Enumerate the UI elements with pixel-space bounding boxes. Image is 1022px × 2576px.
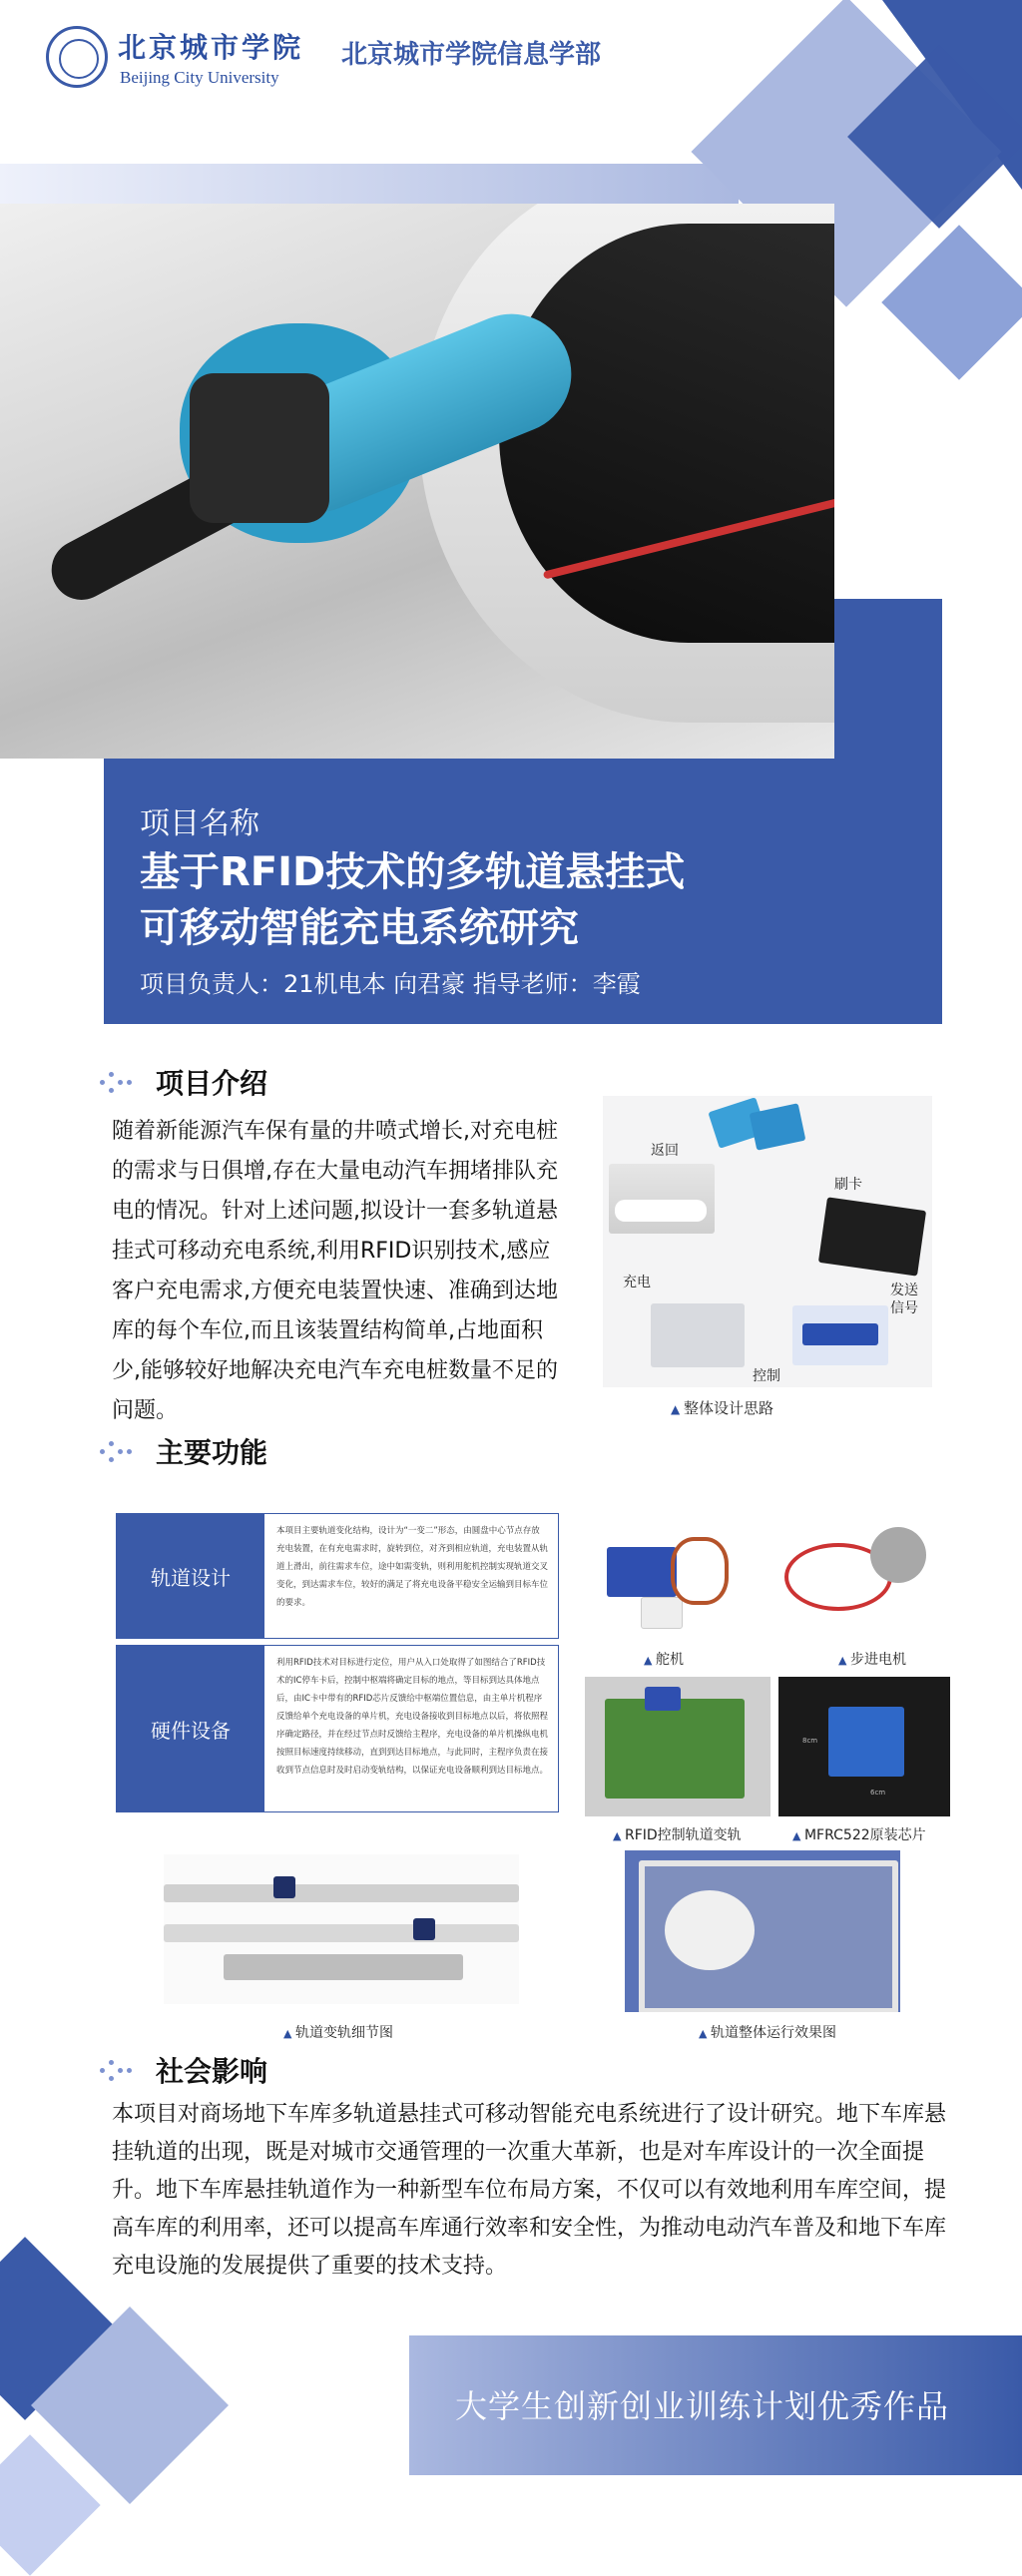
features-heading: 主要功能: [156, 1436, 268, 1469]
feature-desc: 本项目主要轨道变化结构，设计为“一变二”形态，由圆盘中心节点存放 充电装置，在有充电需求时，旋转到位，对齐到相应轨道，充电装置从轨道上滑出，前往需求车位，途中如需变轨，则利用舵机控制实现轨道交叉变化，到达需求车位，较好的满足了将充电设备平稳安全运输到目标车位的要求。: [276, 1526, 549, 1608]
dots-bullet-icon: [100, 1068, 134, 1098]
social-heading: 社会影响: [156, 2055, 268, 2088]
label-control: 控制: [753, 1368, 780, 1384]
dimension-height: 8cm: [802, 1737, 818, 1745]
mcu-board: [792, 1305, 888, 1365]
intro-text: 随着新能源汽车保有量的井喷式增长,对充电桩的需求与日俱增,存在大量电动汽车拥堵排队充电的情况。针对上述问题,拟设计一套多轨道悬挂式可移动充电系统,利用RFID识别技术,感应客户充电需求,方便充电装置快速、准确到达地库的每个车位,而且该装置结构简单,占地面积少,能够较好地解决充电汽车充电桩数量不足的问题。: [112, 1119, 558, 1423]
dots-bullet-icon: [100, 1437, 134, 1467]
title-line-2: 可移动智能充电系统研究: [140, 905, 579, 951]
dots-bullet-icon: [100, 2056, 134, 2086]
department-name: 北京城市学院信息学部: [341, 40, 602, 70]
plug-head: [190, 373, 329, 523]
project-title: [140, 844, 918, 956]
project-label: 项目名称: [140, 806, 259, 841]
dimension-width: 6cm: [870, 1789, 886, 1797]
label-swipe: 刷卡: [834, 1177, 862, 1193]
university-seal-icon: [46, 26, 108, 88]
project-lead: 项目负责人：21机电本 向君豪 指导老师：李霞: [140, 970, 641, 998]
rfid-track-image: [585, 1677, 770, 1816]
stepper-image: [774, 1507, 950, 1643]
footer-text: 大学生创新创业训练计划优秀作品: [455, 2387, 950, 2425]
title-accent: [834, 599, 942, 759]
charger-photo: [651, 1303, 745, 1367]
gradient-bar: [0, 164, 739, 204]
social-text: 本项目对商场地下车库多轨道悬挂式可移动智能充电系统进行了设计研究。地下车库悬挂轨道的出现，既是对城市交通管理的一次重大革新，也是对车库设计的一次全面提升。地下车库悬挂轨道作为一种新型车位布局方案，不仅可以有效地利用车库空间，提高车库的利用率，还可以提高车库通行效率和安全性，为推动电动汽车普及和地下车库充电设施的发展提供了重要的技术支持。: [112, 2102, 947, 2279]
feature-row: [116, 1645, 559, 1812]
caption-mfrc522: ▲ MFRC522原装芯片: [792, 1824, 926, 1844]
design-flow-figure: [603, 1096, 932, 1387]
caption-servo: ▲ 舵机: [644, 1649, 684, 1669]
label-charge: 充电: [623, 1275, 651, 1290]
figure-caption: ▲ 整体设计思路: [671, 1397, 773, 1418]
feature-title: 硬件设备: [117, 1646, 264, 1811]
rfid-reader: [818, 1197, 926, 1276]
mfrc522-image: [778, 1677, 950, 1816]
logo-chinese: 北京城市学院: [118, 31, 304, 64]
label-send: 发送 信号: [890, 1283, 918, 1316]
caption-track-detail: ▲ 轨道变轨细节图: [283, 2022, 393, 2042]
feature-desc: 利用RFID技术对目标进行定位，用户从入口处取得了如图结合了RFID技术的IC停车卡后，控制中枢端将确定目标的地点，等目标到达具体地点后，由IC卡中带有的RFID芯片反馈给中枢端位置信息，由主单片机程序反馈给单个充电设备的单片机，充电设备接收到目标地点以后，将依照程序确定路径，并在经过节点时反馈给主程序，充电设备的单片机操纵电机按照目标速度持续移动，直到到达目标地点，与此同时，主程序负责在接收到节点信息时及时启动变轨结构，以保证充电设备顺利到达目标地点。: [276, 1658, 549, 1776]
car-photo: [609, 1164, 715, 1234]
title-line-1: 基于RFID技术的多轨道悬挂式: [140, 849, 686, 895]
caption-rfid-track: ▲ RFID控制轨道变轨: [613, 1824, 742, 1844]
intro-heading: 项目介绍: [156, 1067, 268, 1100]
caption-track-overall: ▲ 轨道整体运行效果图: [699, 2022, 836, 2042]
track-overall-image: [625, 1850, 900, 2012]
feature-row: [116, 1513, 559, 1639]
servo-image: [591, 1507, 731, 1643]
caption-stepper: ▲ 步进电机: [838, 1649, 906, 1669]
logo-english: Beijing City University: [120, 68, 279, 87]
track-detail-image: [164, 1854, 519, 2004]
feature-title: 轨道设计: [117, 1514, 264, 1638]
label-return: 返回: [651, 1143, 679, 1159]
hero-ev-charging-image: [0, 204, 834, 759]
